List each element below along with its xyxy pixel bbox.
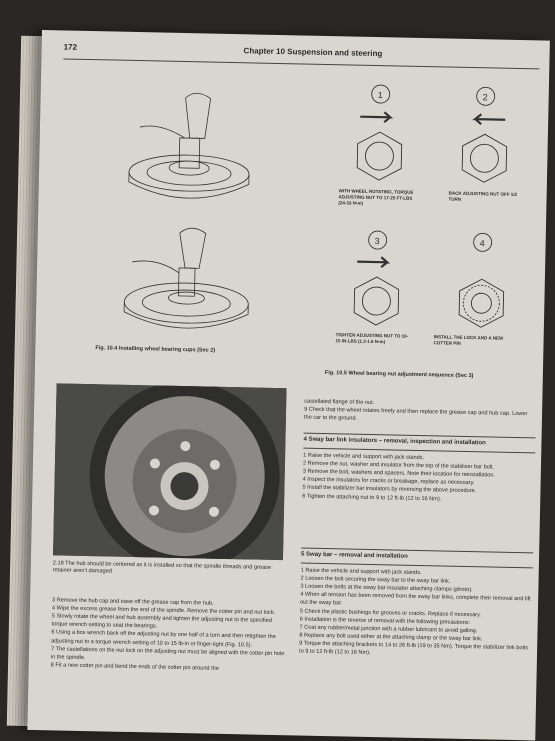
paragraph: 5 Check the plastic bushings for grooves or cracks. Replace if necessary. bbox=[299, 608, 482, 618]
paragraph: 1 Raise the vehicle and support with jack stands. bbox=[303, 452, 425, 462]
fig-10-5-diagram bbox=[335, 81, 541, 365]
section-5-title: 5 Sway bar – removal and installation bbox=[301, 551, 408, 560]
paragraph: 3 Loosen the bolts at the sway bar insulator attaching clamps (photo). bbox=[300, 583, 473, 594]
paragraph: 7 The castellations on the nut lock on the adjusting nut must be aligned with the cotter pin hole in the spindle. bbox=[50, 645, 285, 661]
fig-10-5-step-1-text: WITH WHEEL ROTATING, TORQUE ADJUSTING NUT TO 17-25 FT-LBS (24-33 N•m) bbox=[338, 188, 414, 206]
fig-10-5-step-3-text: TIGHTEN ADJUSTING NUT TO 10-15 IN-LBS (1.2-1.6 N•m) bbox=[335, 332, 409, 345]
paragraph: 6 Installation is the reverse of removal with the following precautions: bbox=[299, 616, 471, 626]
right-intro-text bbox=[304, 398, 536, 427]
header-rule bbox=[63, 58, 539, 69]
paragraph: 3 Remove the hub cap and ease off the grease cap from the hub. bbox=[51, 597, 214, 607]
left-column-text bbox=[51, 596, 287, 674]
paragraph: 3 Remove the bolt, washers and spacers. Note their location for reinstallation. bbox=[302, 468, 495, 479]
svg-text:3: 3 bbox=[374, 236, 380, 247]
svg-text:2: 2 bbox=[482, 92, 488, 103]
paragraph: 8 Fit a new cotter pin and bend the ends of the cotter pin around the bbox=[50, 662, 219, 672]
paragraph: 6 Using a box wrench back off the adjusting nut by one half of a turn and then retighten the adjusting nut to a torque wrench setting of 10 to 15 lb-in or finger-tight (Fig. 10.5). bbox=[51, 629, 276, 649]
book-page bbox=[27, 30, 550, 740]
paragraph: 9 Torque the attaching brackets to 14 to 26 ft-lb (19 to 35 Nm). Torque the stabilizer link bolts to 9 to 12 ft-lb (12 to 16 Nm). bbox=[298, 640, 529, 657]
paragraph: 9 Check that the wheel rotates freely and then replace the grease cap and hub cap. Lower the car to the ground. bbox=[303, 406, 528, 422]
paragraph: 4 When all tension has been removed from the sway bar links, complete their removal and lift out the sway bar. bbox=[299, 591, 531, 607]
svg-text:1: 1 bbox=[377, 90, 383, 101]
paragraph: 5 Slowly rotate the wheel and hub assembly and tighten the adjusting nut to the specified torque wrench setting to seat the bearings. bbox=[51, 613, 272, 630]
paragraph: 6 Tighten the attaching nut to 9 to 12 ft-lb (12 to 16 Nm). bbox=[302, 493, 442, 503]
page-header bbox=[63, 42, 540, 59]
paragraph: 2 Loosen the bolt securing the sway bar to the sway bar link. bbox=[300, 575, 451, 585]
paragraph: 7 Coat any rubber/metal junction with a rubber lubricant to avoid galling. bbox=[299, 624, 478, 635]
fig-10-4-caption: Fig. 10.4 Installing wheel bearing cups (Sec 2) bbox=[95, 345, 216, 354]
svg-text:4: 4 bbox=[479, 238, 485, 249]
photo-caption: 2.18 The hub should be centered as it is installed so that the spindle threads and grease retainer aren't damaged bbox=[52, 560, 272, 575]
section-4-text bbox=[302, 452, 535, 506]
section-5-text bbox=[299, 567, 533, 661]
paragraph: 5 Install the stabilizer bar insulators by reversing the above procedure. bbox=[302, 484, 477, 495]
paragraph: 2 Remove the nut, washer and insulator from the top of the stabilizer bar bolt. bbox=[302, 460, 495, 471]
hub-photo bbox=[53, 383, 287, 560]
paragraph: 1 Raise the vehicle and support with jack stands. bbox=[300, 567, 422, 577]
paragraph: 4 Inspect the insulators for cracks or breakage, replace as necessary. bbox=[302, 476, 475, 487]
fig-10-5-caption: Fig. 10.5 Wheel bearing nut adjustment sequence (Sec 3) bbox=[324, 370, 474, 380]
paragraph: 8 Replace any bolt used either at the attaching clamp or the sway bar link. bbox=[299, 632, 483, 643]
fig-10-4-drawing bbox=[115, 77, 271, 345]
fig-10-5-step-4-text: INSTALL THE LOCK AND A NEW COTTER PIN bbox=[433, 334, 504, 346]
section-4-title: 4 Sway bar link insulators – removal, inspection and installation bbox=[303, 436, 486, 447]
fig-10-5-step-2-text: BACK ADJUSTING NUT OFF 1/2 TURN bbox=[448, 190, 518, 202]
page-number: 172 bbox=[63, 42, 78, 52]
chapter-title: Chapter 10 Suspension and steering bbox=[243, 46, 383, 59]
paragraph: castellated flange of the nut. bbox=[304, 398, 375, 407]
paragraph: 4 Wipe the excess grease from the end of the spindle. Remove the cotter pin and nut lock. bbox=[51, 605, 276, 617]
